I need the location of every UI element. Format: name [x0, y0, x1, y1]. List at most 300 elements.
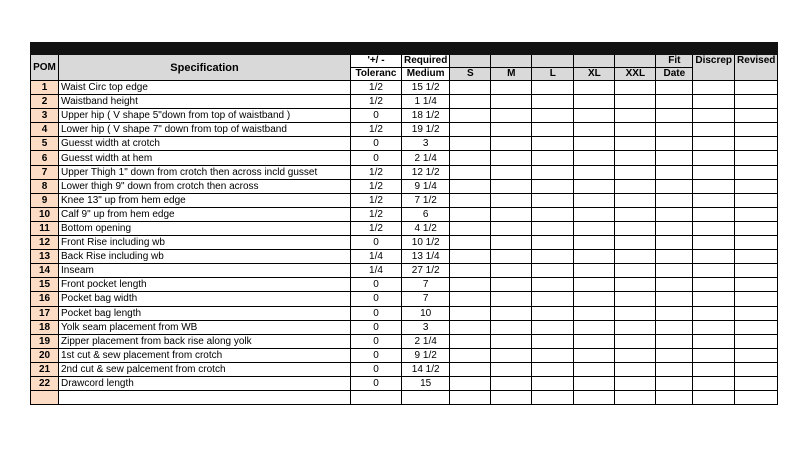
- empty-entry-cell[interactable]: [532, 193, 574, 207]
- tolerance-cell[interactable]: 1/4: [351, 250, 402, 264]
- empty-entry-cell[interactable]: [656, 334, 693, 348]
- specification-cell[interactable]: Guesst width at crotch: [59, 137, 351, 151]
- tolerance-cell[interactable]: 0: [351, 292, 402, 306]
- required-medium-cell[interactable]: 9 1/2: [402, 348, 450, 362]
- table-row: [31, 179, 778, 193]
- empty-entry-cell[interactable]: [656, 81, 693, 95]
- empty-entry-cell[interactable]: [735, 179, 778, 193]
- empty-entry-cell[interactable]: [532, 376, 574, 390]
- empty-entry-cell[interactable]: [491, 278, 532, 292]
- empty-entry-cell[interactable]: [615, 165, 656, 179]
- empty-entry-cell[interactable]: [615, 264, 656, 278]
- pom-number-cell[interactable]: 20: [31, 348, 59, 362]
- specification-cell[interactable]: Knee 13" up from hem edge: [59, 193, 351, 207]
- tolerance-cell[interactable]: 0: [351, 109, 402, 123]
- empty-entry-cell[interactable]: [693, 278, 735, 292]
- pom-number-cell[interactable]: 12: [31, 236, 59, 250]
- empty-entry-cell[interactable]: [693, 207, 735, 221]
- specification-cell[interactable]: Calf 9" up from hem edge: [59, 207, 351, 221]
- required-medium-cell[interactable]: 6: [402, 207, 450, 221]
- specification-cell[interactable]: Back Rise including wb: [59, 250, 351, 264]
- empty-entry-cell[interactable]: [693, 264, 735, 278]
- pom-number-cell[interactable]: 22: [31, 376, 59, 390]
- empty-entry-cell[interactable]: [693, 95, 735, 109]
- pom-number-cell[interactable]: [31, 391, 59, 405]
- required-medium-cell[interactable]: 4 1/2: [402, 221, 450, 235]
- empty-entry-cell[interactable]: [615, 109, 656, 123]
- size-header-top[interactable]: [450, 55, 491, 68]
- size-header-s[interactable]: S: [450, 68, 491, 81]
- empty-entry-cell[interactable]: [574, 236, 615, 250]
- required-header-bottom[interactable]: Medium: [402, 68, 450, 81]
- empty-entry-cell[interactable]: [615, 334, 656, 348]
- empty-entry-cell[interactable]: [735, 109, 778, 123]
- empty-entry-cell[interactable]: [491, 348, 532, 362]
- empty-entry-cell[interactable]: [615, 207, 656, 221]
- empty-entry-cell[interactable]: [574, 95, 615, 109]
- empty-entry-cell[interactable]: [574, 81, 615, 95]
- pom-number-cell[interactable]: 18: [31, 320, 59, 334]
- empty-entry-cell[interactable]: [693, 151, 735, 165]
- empty-entry-cell[interactable]: [656, 179, 693, 193]
- empty-entry-cell[interactable]: [532, 179, 574, 193]
- specification-cell[interactable]: 1st cut & sew placement from crotch: [59, 348, 351, 362]
- size-header-top[interactable]: [615, 55, 656, 68]
- empty-entry-cell[interactable]: [491, 207, 532, 221]
- empty-entry-cell[interactable]: [693, 236, 735, 250]
- pom-number-cell[interactable]: 7: [31, 165, 59, 179]
- empty-entry-cell[interactable]: [574, 292, 615, 306]
- tolerance-cell[interactable]: 1/2: [351, 179, 402, 193]
- empty-entry-cell[interactable]: [574, 362, 615, 376]
- empty-entry-cell[interactable]: [491, 179, 532, 193]
- required-medium-cell[interactable]: 7: [402, 278, 450, 292]
- tolerance-cell[interactable]: 0: [351, 151, 402, 165]
- empty-entry-cell[interactable]: [450, 306, 491, 320]
- empty-entry-cell[interactable]: [615, 179, 656, 193]
- required-medium-cell[interactable]: 10 1/2: [402, 236, 450, 250]
- empty-entry-cell[interactable]: [491, 123, 532, 137]
- tolerance-cell[interactable]: 1/2: [351, 221, 402, 235]
- empty-entry-cell[interactable]: [735, 221, 778, 235]
- empty-entry-cell[interactable]: [450, 193, 491, 207]
- size-header-l[interactable]: L: [532, 68, 574, 81]
- empty-entry-cell[interactable]: [656, 207, 693, 221]
- empty-entry-cell[interactable]: [693, 320, 735, 334]
- pom-number-cell[interactable]: 8: [31, 179, 59, 193]
- specification-cell[interactable]: Yolk seam placement from WB: [59, 320, 351, 334]
- empty-entry-cell[interactable]: [693, 250, 735, 264]
- empty-entry-cell[interactable]: [735, 81, 778, 95]
- empty-entry-cell[interactable]: [450, 320, 491, 334]
- empty-entry-cell[interactable]: [450, 179, 491, 193]
- required-medium-cell[interactable]: 12 1/2: [402, 165, 450, 179]
- empty-entry-cell[interactable]: [656, 278, 693, 292]
- specification-cell[interactable]: Bottom opening: [59, 221, 351, 235]
- empty-entry-cell[interactable]: [574, 250, 615, 264]
- required-medium-cell[interactable]: 2 1/4: [402, 334, 450, 348]
- pom-number-cell[interactable]: 17: [31, 306, 59, 320]
- required-medium-cell[interactable]: 7: [402, 292, 450, 306]
- required-medium-cell[interactable]: 19 1/2: [402, 123, 450, 137]
- empty-entry-cell[interactable]: [450, 95, 491, 109]
- empty-entry-cell[interactable]: [615, 123, 656, 137]
- empty-entry-cell[interactable]: [693, 362, 735, 376]
- required-header-top[interactable]: Required: [402, 55, 450, 68]
- specification-cell[interactable]: Pocket bag width: [59, 292, 351, 306]
- empty-entry-cell[interactable]: [532, 137, 574, 151]
- empty-entry-cell[interactable]: [574, 193, 615, 207]
- empty-entry-cell[interactable]: [574, 348, 615, 362]
- fit-header-bottom[interactable]: Date: [656, 68, 693, 81]
- empty-entry-cell[interactable]: [693, 165, 735, 179]
- empty-entry-cell[interactable]: [656, 151, 693, 165]
- empty-entry-cell[interactable]: [656, 391, 693, 405]
- pom-number-cell[interactable]: 10: [31, 207, 59, 221]
- empty-entry-cell[interactable]: [615, 193, 656, 207]
- empty-entry-cell[interactable]: [532, 278, 574, 292]
- specification-cell[interactable]: Waistband height: [59, 95, 351, 109]
- empty-entry-cell[interactable]: [693, 221, 735, 235]
- required-medium-cell[interactable]: 18 1/2: [402, 109, 450, 123]
- empty-entry-cell[interactable]: [656, 109, 693, 123]
- pom-number-cell[interactable]: 1: [31, 81, 59, 95]
- pom-number-cell[interactable]: 14: [31, 264, 59, 278]
- empty-entry-cell[interactable]: [656, 306, 693, 320]
- tolerance-header-top[interactable]: '+/ -: [351, 55, 402, 68]
- empty-entry-cell[interactable]: [693, 137, 735, 151]
- specification-cell[interactable]: Inseam: [59, 264, 351, 278]
- empty-entry-cell[interactable]: [450, 264, 491, 278]
- empty-entry-cell[interactable]: [656, 348, 693, 362]
- empty-entry-cell[interactable]: [532, 264, 574, 278]
- empty-entry-cell[interactable]: [735, 278, 778, 292]
- empty-entry-cell[interactable]: [532, 95, 574, 109]
- specification-cell[interactable]: Lower hip ( V shape 7" down from top of waistband: [59, 123, 351, 137]
- tolerance-cell[interactable]: 1/2: [351, 207, 402, 221]
- pom-number-cell[interactable]: 3: [31, 109, 59, 123]
- empty-entry-cell[interactable]: [735, 236, 778, 250]
- tolerance-cell[interactable]: 1/2: [351, 81, 402, 95]
- specification-cell[interactable]: Lower thigh 9" down from crotch then across: [59, 179, 351, 193]
- empty-entry-cell[interactable]: [735, 320, 778, 334]
- tolerance-cell[interactable]: 0: [351, 320, 402, 334]
- empty-entry-cell[interactable]: [656, 165, 693, 179]
- revised-header[interactable]: Revised: [735, 55, 778, 81]
- empty-entry-cell[interactable]: [735, 292, 778, 306]
- empty-entry-cell[interactable]: [532, 236, 574, 250]
- empty-entry-cell[interactable]: [656, 250, 693, 264]
- empty-entry-cell[interactable]: [656, 292, 693, 306]
- empty-entry-cell[interactable]: [491, 221, 532, 235]
- empty-entry-cell[interactable]: [402, 391, 450, 405]
- empty-entry-cell[interactable]: [491, 193, 532, 207]
- empty-entry-cell[interactable]: [735, 348, 778, 362]
- tolerance-cell[interactable]: 1/4: [351, 264, 402, 278]
- empty-entry-cell[interactable]: [532, 320, 574, 334]
- empty-entry-cell[interactable]: [574, 207, 615, 221]
- empty-entry-cell[interactable]: [450, 391, 491, 405]
- empty-entry-cell[interactable]: [693, 292, 735, 306]
- empty-entry-cell[interactable]: [735, 306, 778, 320]
- empty-entry-cell[interactable]: [615, 278, 656, 292]
- required-medium-cell[interactable]: 3: [402, 137, 450, 151]
- empty-entry-cell[interactable]: [491, 236, 532, 250]
- required-medium-cell[interactable]: 13 1/4: [402, 250, 450, 264]
- tolerance-cell[interactable]: 0: [351, 306, 402, 320]
- size-header-top[interactable]: [532, 55, 574, 68]
- specification-cell[interactable]: Zipper placement from back rise along yolk: [59, 334, 351, 348]
- empty-entry-cell[interactable]: [656, 221, 693, 235]
- pom-number-cell[interactable]: 19: [31, 334, 59, 348]
- empty-entry-cell[interactable]: [735, 376, 778, 390]
- required-medium-cell[interactable]: 2 1/4: [402, 151, 450, 165]
- empty-entry-cell[interactable]: [693, 348, 735, 362]
- specification-cell[interactable]: 2nd cut & sew palcement from crotch: [59, 362, 351, 376]
- tolerance-cell[interactable]: 1/2: [351, 95, 402, 109]
- empty-entry-cell[interactable]: [656, 236, 693, 250]
- empty-entry-cell[interactable]: [615, 137, 656, 151]
- empty-entry-cell[interactable]: [450, 250, 491, 264]
- specification-header[interactable]: Specification: [59, 55, 351, 81]
- specification-cell[interactable]: Pocket bag length: [59, 306, 351, 320]
- empty-entry-cell[interactable]: [656, 320, 693, 334]
- empty-entry-cell[interactable]: [491, 137, 532, 151]
- empty-entry-cell[interactable]: [574, 221, 615, 235]
- empty-entry-cell[interactable]: [450, 221, 491, 235]
- empty-entry-cell[interactable]: [735, 193, 778, 207]
- empty-entry-cell[interactable]: [491, 306, 532, 320]
- empty-entry-cell[interactable]: [735, 123, 778, 137]
- empty-entry-cell[interactable]: [532, 81, 574, 95]
- empty-entry-cell[interactable]: [532, 221, 574, 235]
- empty-entry-cell[interactable]: [491, 334, 532, 348]
- specification-cell[interactable]: Waist Circ top edge: [59, 81, 351, 95]
- empty-entry-cell[interactable]: [735, 207, 778, 221]
- required-medium-cell[interactable]: 10: [402, 306, 450, 320]
- empty-entry-cell[interactable]: [450, 81, 491, 95]
- tolerance-cell[interactable]: 0: [351, 334, 402, 348]
- empty-entry-cell[interactable]: [693, 109, 735, 123]
- empty-entry-cell[interactable]: [450, 362, 491, 376]
- empty-entry-cell[interactable]: [735, 362, 778, 376]
- empty-entry-cell[interactable]: [450, 207, 491, 221]
- empty-entry-cell[interactable]: [693, 334, 735, 348]
- tolerance-cell[interactable]: 0: [351, 137, 402, 151]
- empty-entry-cell[interactable]: [574, 264, 615, 278]
- empty-entry-cell[interactable]: [450, 165, 491, 179]
- empty-entry-cell[interactable]: [735, 391, 778, 405]
- empty-entry-cell[interactable]: [491, 264, 532, 278]
- tolerance-cell[interactable]: 1/2: [351, 123, 402, 137]
- empty-entry-cell[interactable]: [574, 151, 615, 165]
- required-medium-cell[interactable]: 27 1/2: [402, 264, 450, 278]
- empty-entry-cell[interactable]: [491, 151, 532, 165]
- empty-entry-cell[interactable]: [656, 123, 693, 137]
- required-medium-cell[interactable]: 1 1/4: [402, 95, 450, 109]
- pom-number-cell[interactable]: 13: [31, 250, 59, 264]
- empty-entry-cell[interactable]: [532, 250, 574, 264]
- discrep-header[interactable]: Discrep: [693, 55, 735, 81]
- empty-entry-cell[interactable]: [450, 292, 491, 306]
- empty-entry-cell[interactable]: [693, 123, 735, 137]
- specification-cell[interactable]: Drawcord length: [59, 376, 351, 390]
- empty-entry-cell[interactable]: [532, 391, 574, 405]
- empty-entry-cell[interactable]: [574, 165, 615, 179]
- tolerance-cell[interactable]: 0: [351, 348, 402, 362]
- required-medium-cell[interactable]: 9 1/4: [402, 179, 450, 193]
- empty-entry-cell[interactable]: [491, 391, 532, 405]
- tolerance-cell[interactable]: 1/2: [351, 193, 402, 207]
- empty-entry-cell[interactable]: [574, 306, 615, 320]
- empty-entry-cell[interactable]: [615, 236, 656, 250]
- empty-entry-cell[interactable]: [615, 320, 656, 334]
- pom-number-cell[interactable]: 6: [31, 151, 59, 165]
- empty-entry-cell[interactable]: [615, 376, 656, 390]
- required-medium-cell[interactable]: 7 1/2: [402, 193, 450, 207]
- required-medium-cell[interactable]: 15: [402, 376, 450, 390]
- tolerance-cell[interactable]: 0: [351, 376, 402, 390]
- empty-entry-cell[interactable]: [693, 81, 735, 95]
- pom-number-cell[interactable]: 5: [31, 137, 59, 151]
- empty-entry-cell[interactable]: [693, 306, 735, 320]
- empty-entry-cell[interactable]: [532, 362, 574, 376]
- empty-entry-cell[interactable]: [693, 376, 735, 390]
- table-row: [31, 137, 778, 151]
- size-header-top[interactable]: [574, 55, 615, 68]
- empty-entry-cell[interactable]: [574, 137, 615, 151]
- empty-entry-cell[interactable]: [532, 334, 574, 348]
- empty-entry-cell[interactable]: [735, 165, 778, 179]
- pom-number-cell[interactable]: 9: [31, 193, 59, 207]
- size-header-xxl[interactable]: XXL: [615, 68, 656, 81]
- empty-entry-cell[interactable]: [491, 165, 532, 179]
- empty-entry-cell[interactable]: [735, 151, 778, 165]
- specification-cell[interactable]: Guesst width at hem: [59, 151, 351, 165]
- pom-number-cell[interactable]: 11: [31, 221, 59, 235]
- tolerance-cell[interactable]: 1/2: [351, 165, 402, 179]
- empty-entry-cell[interactable]: [656, 137, 693, 151]
- empty-entry-cell[interactable]: [450, 123, 491, 137]
- pom-header[interactable]: POM: [31, 55, 59, 81]
- empty-entry-cell[interactable]: [574, 376, 615, 390]
- empty-entry-cell[interactable]: [450, 334, 491, 348]
- tolerance-cell[interactable]: 0: [351, 278, 402, 292]
- empty-entry-cell[interactable]: [735, 95, 778, 109]
- empty-entry-cell[interactable]: [574, 320, 615, 334]
- empty-entry-cell[interactable]: [532, 292, 574, 306]
- empty-entry-cell[interactable]: [656, 95, 693, 109]
- empty-entry-cell[interactable]: [450, 278, 491, 292]
- empty-entry-cell[interactable]: [574, 278, 615, 292]
- pom-number-cell[interactable]: 2: [31, 95, 59, 109]
- empty-entry-cell[interactable]: [656, 193, 693, 207]
- required-medium-cell[interactable]: 14 1/2: [402, 362, 450, 376]
- empty-entry-cell[interactable]: [491, 376, 532, 390]
- empty-entry-cell[interactable]: [693, 179, 735, 193]
- fit-header-top[interactable]: Fit: [656, 55, 693, 68]
- required-medium-cell[interactable]: 15 1/2: [402, 81, 450, 95]
- tolerance-cell[interactable]: 0: [351, 362, 402, 376]
- empty-entry-cell[interactable]: [574, 109, 615, 123]
- empty-entry-cell[interactable]: [574, 179, 615, 193]
- table-row-empty: [31, 391, 778, 405]
- empty-entry-cell[interactable]: [532, 109, 574, 123]
- empty-entry-cell[interactable]: [491, 95, 532, 109]
- empty-entry-cell[interactable]: [532, 165, 574, 179]
- empty-entry-cell[interactable]: [491, 81, 532, 95]
- empty-entry-cell[interactable]: [532, 151, 574, 165]
- empty-entry-cell[interactable]: [532, 123, 574, 137]
- empty-entry-cell[interactable]: [693, 391, 735, 405]
- empty-entry-cell[interactable]: [735, 264, 778, 278]
- empty-entry-cell[interactable]: [450, 376, 491, 390]
- empty-entry-cell[interactable]: [450, 348, 491, 362]
- empty-entry-cell[interactable]: [574, 391, 615, 405]
- empty-entry-cell[interactable]: [574, 334, 615, 348]
- table-row: [31, 320, 778, 334]
- empty-entry-cell[interactable]: [615, 391, 656, 405]
- empty-entry-cell[interactable]: [735, 137, 778, 151]
- empty-entry-cell[interactable]: [615, 81, 656, 95]
- size-header-m[interactable]: M: [491, 68, 532, 81]
- empty-entry-cell[interactable]: [615, 362, 656, 376]
- specification-cell[interactable]: Upper hip ( V shape 5"down from top of waistband ): [59, 109, 351, 123]
- pom-number-cell[interactable]: 4: [31, 123, 59, 137]
- empty-entry-cell[interactable]: [615, 95, 656, 109]
- tolerance-cell[interactable]: 0: [351, 236, 402, 250]
- pom-number-cell[interactable]: 15: [31, 278, 59, 292]
- empty-entry-cell[interactable]: [450, 109, 491, 123]
- empty-entry-cell[interactable]: [615, 151, 656, 165]
- empty-entry-cell[interactable]: [615, 306, 656, 320]
- empty-entry-cell[interactable]: [615, 292, 656, 306]
- empty-entry-cell[interactable]: [735, 334, 778, 348]
- tolerance-header-bottom[interactable]: Toleranc: [351, 68, 402, 81]
- empty-entry-cell[interactable]: [615, 250, 656, 264]
- empty-entry-cell[interactable]: [491, 109, 532, 123]
- required-medium-cell[interactable]: 3: [402, 320, 450, 334]
- specification-cell[interactable]: Front pocket length: [59, 278, 351, 292]
- empty-entry-cell[interactable]: [532, 207, 574, 221]
- empty-entry-cell[interactable]: [532, 348, 574, 362]
- empty-entry-cell[interactable]: [656, 264, 693, 278]
- empty-entry-cell[interactable]: [656, 376, 693, 390]
- empty-entry-cell[interactable]: [491, 320, 532, 334]
- empty-entry-cell[interactable]: [491, 250, 532, 264]
- empty-entry-cell[interactable]: [491, 362, 532, 376]
- empty-entry-cell[interactable]: [351, 391, 402, 405]
- empty-entry-cell[interactable]: [693, 193, 735, 207]
- empty-entry-cell[interactable]: [615, 221, 656, 235]
- empty-entry-cell[interactable]: [450, 151, 491, 165]
- pom-number-cell[interactable]: 16: [31, 292, 59, 306]
- specification-cell[interactable]: Upper Thigh 1" down from crotch then across incld gusset: [59, 165, 351, 179]
- size-header-xl[interactable]: XL: [574, 68, 615, 81]
- pom-number-cell[interactable]: 21: [31, 362, 59, 376]
- empty-entry-cell[interactable]: [574, 123, 615, 137]
- empty-entry-cell[interactable]: [532, 306, 574, 320]
- empty-entry-cell[interactable]: [615, 348, 656, 362]
- empty-entry-cell[interactable]: [735, 250, 778, 264]
- size-header-top[interactable]: [491, 55, 532, 68]
- empty-entry-cell[interactable]: [450, 236, 491, 250]
- empty-entry-cell[interactable]: [59, 391, 351, 405]
- empty-entry-cell[interactable]: [450, 137, 491, 151]
- empty-entry-cell[interactable]: [656, 362, 693, 376]
- specification-cell[interactable]: Front Rise including wb: [59, 236, 351, 250]
- empty-entry-cell[interactable]: [491, 292, 532, 306]
